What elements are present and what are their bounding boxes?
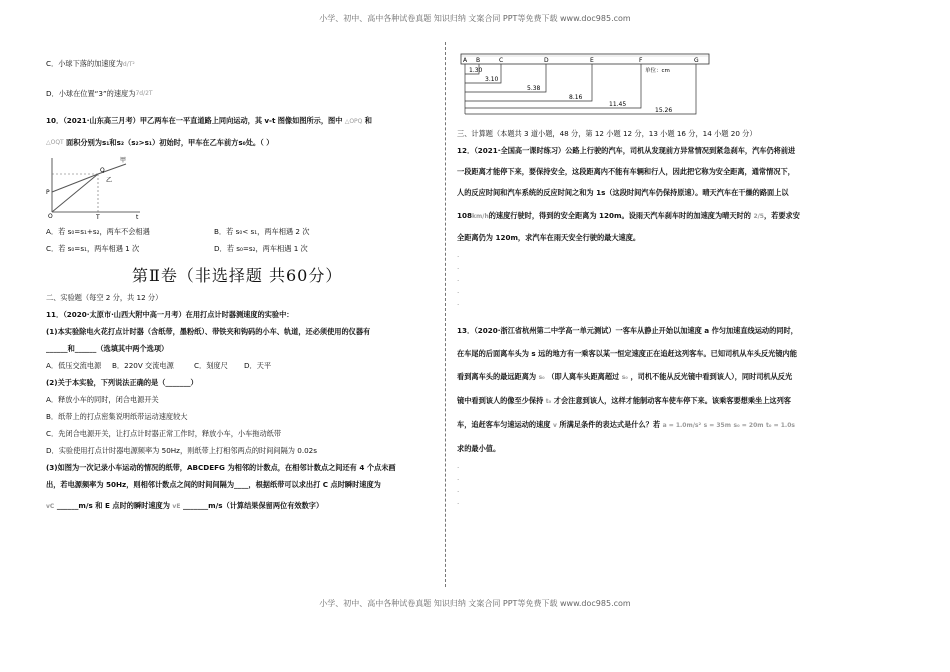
q11-part2: (2)关于本实验，下列说法正确的是（_______） bbox=[46, 378, 198, 387]
graph-label-p: P bbox=[46, 189, 50, 196]
q9-c-formula: d/T² bbox=[122, 60, 135, 68]
q12-line5: 全距离仍为 120m，求汽车在雨天安全行驶的最大速度。 bbox=[457, 233, 641, 242]
q12-line1: 12．（2021·全国高一课时练习）公路上行驶的汽车，司机从发现前方异常情况到紧急刹车，汽车仍将前进 bbox=[457, 146, 796, 155]
q12-line3: 人的反应时间和汽车系统的反应时间之和为 1s（这段时间汽车仍保持原速）。晴天汽车在干燥的路面上以 bbox=[457, 188, 789, 197]
q12-line2: 一段距离才能停下来，要保持安全，这段距离内不能有车辆和行人，因此把它称为安全距离，通常情况下， bbox=[457, 167, 795, 176]
tape-dist-5: 11.45 bbox=[609, 101, 627, 108]
tape-point-a: A bbox=[463, 57, 468, 64]
q10-option-d: D．若 s₀=s₂，两车相遇 1 次 bbox=[214, 244, 308, 253]
graph-label-o: O bbox=[48, 213, 53, 220]
q11-option-c: C．刻度尺 bbox=[194, 361, 228, 370]
q11-part3-line2: 出，若电源频率为 50Hz，则相邻计数点之间的时间间隔为____，根据纸带可以求出打 C 点时瞬时速度为 bbox=[46, 480, 381, 489]
q13-line2: 在车尾的后面离车头为 s 远的地方有一乘客以某一恒定速度正在追赶这列客车。已知司机从车头反光镜内能 bbox=[457, 349, 797, 358]
q13-line5: 车，追赶客车匀速运动的速度 v 所满足条件的表达式是什么？若 a = 1.0m/s² s = 35m s₀ = 20m t₀ = 1.0s bbox=[457, 420, 795, 429]
q10-vt-graph bbox=[46, 154, 436, 220]
tape-point-b: B bbox=[476, 57, 481, 64]
q10-option-c: C．若 s₀=s₁，两车相遇 1 次 bbox=[46, 244, 140, 253]
q11-part1: (1)本实验除电火花打点计时器（含纸带，墨粉纸）、带铁夹和钩码的小车、轨道，还必须使用的仪器有 bbox=[46, 327, 371, 336]
q13-line3: 看到离车头的最远距离为 s₀ （即人离车头距离超过 s₀ ，司机不能从反光镜中看到该人），同时司机从反光 bbox=[457, 372, 793, 381]
section-2-subtitle: 二、实验题（每空 2 分，共 12 分） bbox=[46, 293, 163, 302]
q9-option-d: D．小球在位置“3”的速度为7d/2T bbox=[46, 88, 153, 98]
graph-label-t-cap: T bbox=[96, 214, 100, 220]
answer-space-q13: . . . . bbox=[457, 461, 460, 506]
q11-statement-c: C．先闭合电源开关，让打点计时器正常工作时，释放小车，小车拖动纸带 bbox=[46, 429, 282, 438]
q9-d-formula: 7d/2T bbox=[135, 90, 153, 97]
q12-line4: 108km/h的速度行驶时，得到的安全距离为 120m。设雨天汽车刹车时的加速度为晴天时的 2/5，若要求安 bbox=[457, 211, 800, 220]
q10-option-b: B．若 s₀< s₁，两车相遇 2 次 bbox=[214, 227, 310, 236]
right-column bbox=[457, 50, 897, 508]
section-3-title: 三、计算题（本题共 3 道小题，48 分，第 12 小题 12 分，13 小题 16 分，14 小题 20 分） bbox=[457, 129, 757, 138]
graph-line-jia bbox=[52, 174, 98, 192]
q11-option-a: A．低压交流电源 bbox=[46, 361, 102, 370]
graph-label-yi: 乙 bbox=[106, 177, 113, 184]
section-2-title: 第Ⅱ卷（非选择题 共60分） bbox=[132, 266, 343, 285]
q11-instrument-options bbox=[46, 360, 436, 371]
q9-option-c: C．小球下落的加速度为d/T² bbox=[46, 59, 135, 68]
tape-dist-1: 1.30 bbox=[469, 67, 483, 74]
q11-part3-line3: vC ______m/s 和 E 点时的瞬时速度为 vE _______m/s（计算结果保留两位有效数字） bbox=[46, 501, 324, 510]
q10-stem-line2: △OQT 面积分别为s₁和s₂（s₂>s₁）初始时，甲车在乙车前方s₀处。（ ） bbox=[46, 137, 274, 147]
tape-dist-2: 3.10 bbox=[485, 76, 499, 83]
column-divider bbox=[445, 42, 446, 587]
left-column bbox=[46, 50, 436, 512]
page-footer: 小学、初中、高中各种试卷真题 知识归纳 文案合同 PPT等免费下载 www.doc985.com bbox=[319, 599, 631, 608]
tape-point-c: C bbox=[499, 57, 504, 64]
tape-point-f: F bbox=[639, 57, 643, 64]
q11-option-d: D．天平 bbox=[244, 361, 272, 370]
q11-part3-line1: (3)如图为一次记录小车运动的情况的纸带，ABCDEFG 为相邻的计数点，在相邻计数点之间还有 4 个点未画 bbox=[46, 463, 396, 472]
graph-label-t: t bbox=[136, 214, 139, 220]
q11-part1-blanks: ______和______（选填其中两个选项） bbox=[46, 344, 169, 353]
paper-tape-figure bbox=[459, 50, 709, 114]
q10-stem-line1: 10．（2021·山东高三月考）甲乙两车在一平直道路上同向运动，其 v-t 图像如图所示，图中 △OPQ 和 bbox=[46, 116, 372, 125]
page-header: 小学、初中、高中各种试卷真题 知识归纳 文案合同 PPT等免费下载 www.doc985.com bbox=[319, 14, 631, 23]
tape-dist-4: 8.16 bbox=[569, 94, 583, 101]
q13-line6: 求的最小值。 bbox=[457, 444, 501, 453]
tape-point-g: G bbox=[694, 57, 699, 64]
answer-space-q12: . . . . . bbox=[457, 250, 460, 307]
graph-label-jia: 甲 bbox=[120, 157, 127, 164]
q13-line4: 镜中看到该人的像至少保持 t₀ 才会注意到该人，这样才能制动客车使车停下来。该乘客要想乘坐上这列客 bbox=[457, 396, 791, 405]
graph-line-yi bbox=[52, 174, 98, 212]
q11-option-b: B．220V 交流电源 bbox=[112, 361, 174, 370]
q11-stem: 11．（2020·太原市·山西大附中高一月考）在用打点计时器测速度的实验中： bbox=[46, 310, 294, 319]
tape-point-e: E bbox=[590, 57, 594, 64]
graph-label-q: Q bbox=[100, 167, 105, 174]
q10-options-row2 bbox=[46, 243, 436, 254]
tape-unit: 单位：cm bbox=[645, 68, 670, 74]
q10-option-a: A．若 s₀=s₁+s₂，两车不会相遇 bbox=[46, 227, 150, 236]
q11-statement-b: B．纸带上的打点密集说明纸带运动速度较大 bbox=[46, 412, 188, 421]
tape-dist-3: 5.38 bbox=[527, 85, 541, 92]
q10-options-row1 bbox=[46, 226, 436, 237]
tape-dist-6: 15.26 bbox=[655, 107, 673, 114]
q11-statement-a: A．释放小车的同时，闭合电源开关 bbox=[46, 395, 159, 404]
q11-statement-d: D．实验使用打点计时器电源频率为 50Hz，则纸带上打相邻两点的时间间隔为 0.02s bbox=[46, 446, 317, 455]
tape-point-d: D bbox=[544, 57, 549, 64]
q13-line1: 13．（2020·浙江省杭州第二中学高一单元测试）一客车从静止开始以加速度 a 作匀加速直线运动的同时， bbox=[457, 326, 798, 335]
